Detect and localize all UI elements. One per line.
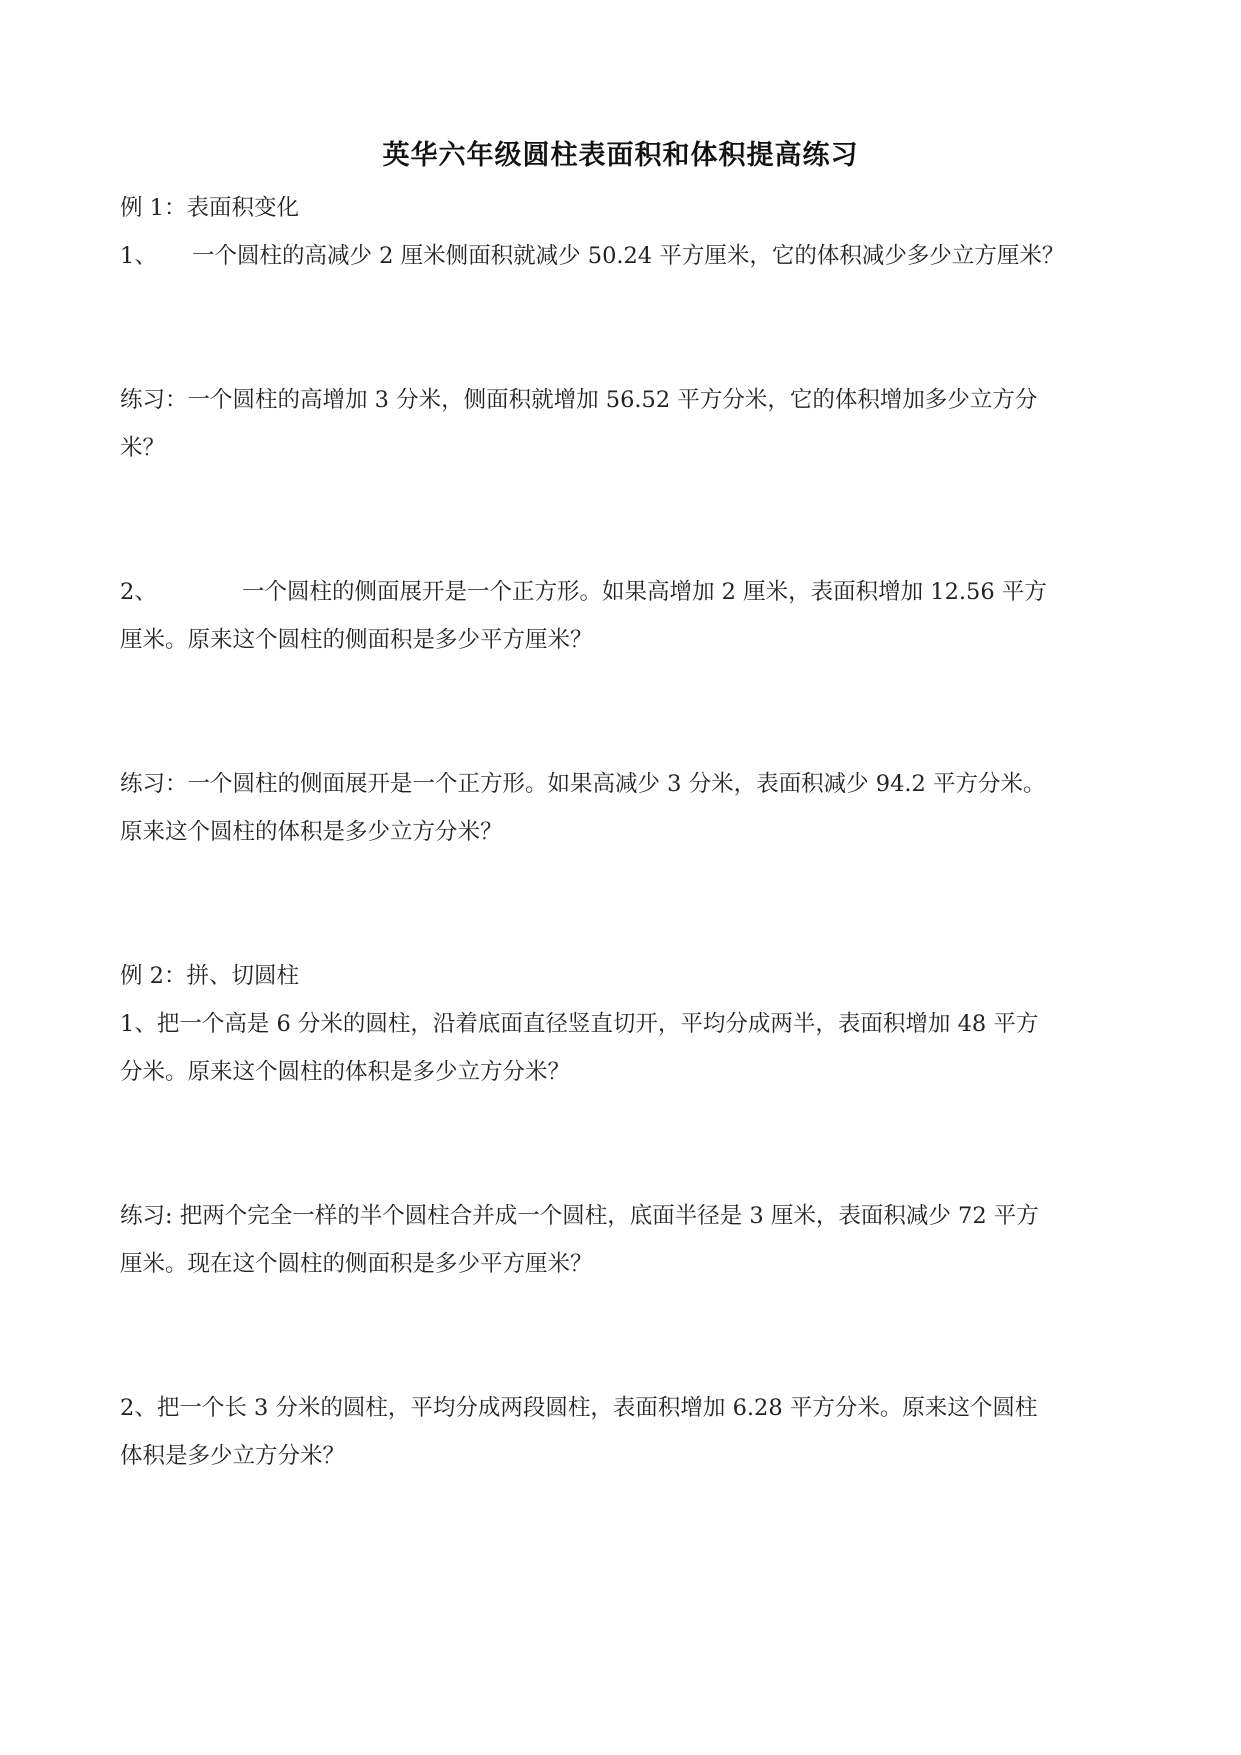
section-2-question-1-line-1: 1、把一个高是 6 分米的圆柱，沿着底面直径竖直切开，平均分成两半，表面积增加 48 平方 xyxy=(120,1011,1039,1037)
section-2-question-2-line-2: 体积是多少立方分米？ xyxy=(120,1443,346,1469)
section-2-practice-1-line-2: 厘米。现在这个圆柱的侧面积是多少平方厘米？ xyxy=(120,1251,593,1277)
section-2-question-2-line-1: 2、把一个长 3 分米的圆柱，平均分成两段圆柱，表面积增加 6.28 平方分米。原来这个圆柱 xyxy=(120,1395,1038,1421)
question-text: 一个圆柱的侧面展开是一个正方形。如果高增加 2 厘米，表面积增加 12.56 平方 xyxy=(242,579,1047,605)
section-1-practice-2-line-1: 练习：一个圆柱的侧面展开是一个正方形。如果高减少 3 分米，表面积减少 94.2 平方分米。 xyxy=(120,771,1046,797)
question-number: 1、 xyxy=(120,243,157,269)
question-number: 2、 xyxy=(120,579,157,605)
question-text: 一个圆柱的高减少 2 厘米侧面积就减少 50.24 平方厘米，它的体积减少多少立方厘米？ xyxy=(192,243,1065,269)
section-1-question-2-line-1 xyxy=(120,576,1130,608)
section-1-heading: 例 1：表面积变化 xyxy=(120,195,299,221)
section-1-practice-1-line-1: 练习：一个圆柱的高增加 3 分米，侧面积就增加 56.52 平方分米，它的体积增加多少立方分 xyxy=(120,387,1038,413)
section-1-practice-1-line-2: 米？ xyxy=(120,435,166,461)
section-2-heading: 例 2：拼、切圆柱 xyxy=(120,963,299,989)
page-title: 英华六年级圆柱表面积和体积提高练习 xyxy=(382,140,859,171)
section-1-question-1 xyxy=(120,240,1130,272)
section-1-question-2-line-2: 厘米。原来这个圆柱的侧面积是多少平方厘米？ xyxy=(120,627,593,653)
section-1-practice-2-line-2: 原来这个圆柱的体积是多少立方分米？ xyxy=(120,819,503,845)
section-2-question-1-line-2: 分米。原来这个圆柱的体积是多少立方分米？ xyxy=(120,1059,571,1085)
section-2-practice-1-line-1: 练习: 把两个完全一样的半个圆柱合并成一个圆柱，底面半径是 3 厘米，表面积减少 72 平方 xyxy=(120,1203,1039,1229)
